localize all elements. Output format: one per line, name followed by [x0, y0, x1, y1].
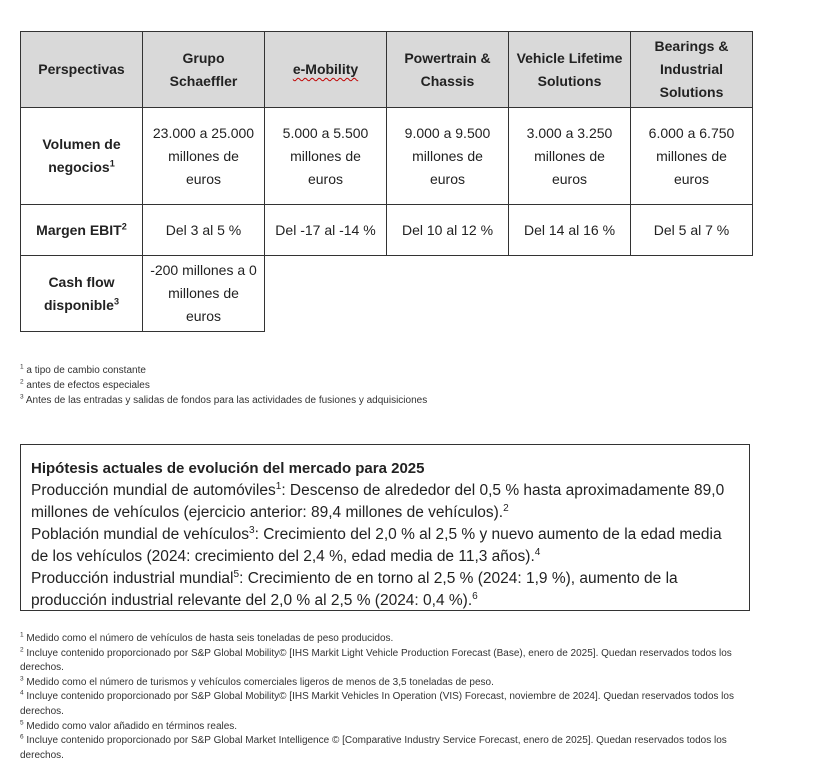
market-assumptions-box	[20, 444, 750, 611]
footnote: $^3$ Medido como el número de turismos y vehículos comerciales ligeros de menos de 3,5 toneladas de peso.	[20, 675, 494, 688]
table-footnote: $^2$ antes de efectos especiales	[20, 378, 150, 391]
cell-margen-vehicle-lifetime: Del 14 al 16 %	[509, 205, 631, 256]
row-label-margen: Margen EBIT$^2$	[21, 205, 143, 256]
table-row-margen	[21, 205, 753, 256]
header-vehicle-lifetime-solutions: Vehicle Lifetime Solutions	[509, 32, 631, 108]
row-label-cashflow: Cash flow disponible$^3$	[21, 256, 143, 332]
table-footnote: $^1$ a tipo de cambio constante	[20, 363, 146, 376]
cell-margen-emobility: Del -17 al -14 %	[265, 205, 387, 256]
cell-cashflow-grupo: -200 millones a 0 millones de euros	[143, 256, 265, 332]
table-row-cashflow	[21, 256, 753, 332]
header-e-mobility: e-Mobility	[265, 32, 387, 108]
footnote: $^5$ Medido como valor añadido en términos reales.	[20, 719, 238, 732]
row-label-volumen: Volumen de negocios$^1$	[21, 108, 143, 205]
table-row-volumen	[21, 108, 753, 205]
assumption-item: Producción mundial de automóviles$^1$: Descenso de alrededor del 0,5 % hasta aproximadamente 89,0 millones de vehículos (ejercicio anterior: 89,4 millones de vehículos).$^2$	[31, 480, 725, 521]
outlook-table	[20, 31, 753, 332]
assumption-item: Población mundial de vehículos$^3$: Crecimiento del 2,0 % al 2,5 % y nuevo aumento de la edad media de los vehículos (2024: crecimiento del 2,4 %, edad media de 11,3 años).$^4$	[31, 524, 722, 565]
assumption-item: Producción industrial mundial$^5$: Crecimiento de en torno al 2,5 % (2024: 1,9 %), aumento de la producción industrial relevante del 2,0 % al 2,5 % (2024: 0,4 %).$^6$	[31, 568, 678, 609]
footnote: $^4$ Incluye contenido proporcionado por S&P Global Mobility© [IHS Markit Vehicles In Operation (VIS) Forecast, noviembre de 2024]. Quedan reservados todos los derechos.	[20, 690, 734, 717]
table-footnotes	[20, 363, 427, 408]
header-grupo-schaeffler: Grupo Schaeffler	[143, 32, 265, 108]
cell-volumen-vehicle-lifetime: 3.000 a 3.250 millones de euros	[509, 108, 631, 205]
cell-volumen-bearings: 6.000 a 6.750 millones de euros	[631, 108, 753, 205]
cell-volumen-grupo: 23.000 a 25.000 millones de euros	[143, 108, 265, 205]
footnote: $^1$ Medido como el número de vehículos de hasta seis toneladas de peso producidos.	[20, 631, 394, 644]
assumptions-title: Hipótesis actuales de evolución del mercado para 2025	[31, 460, 425, 477]
footnote: $^6$ Incluye contenido proporcionado por S&P Global Market Intelligence © [Comparative Industry Service Forecast, enero de 2025]. Quedan reservados todos los derechos.	[20, 733, 727, 761]
header-powertrain-chassis: Powertrain & Chassis	[387, 32, 509, 108]
cell-volumen-powertrain: 9.000 a 9.500 millones de euros	[387, 108, 509, 205]
cell-margen-powertrain: Del 10 al 12 %	[387, 205, 509, 256]
header-bearings-industrial-solutions: Bearings & Industrial Solutions	[631, 32, 753, 108]
footnote: $^2$ Incluye contenido proporcionado por S&P Global Mobility© [IHS Markit Light Vehicle Production Forecast (Base), enero de 2025]. Quedan reservados todos los derechos.	[20, 646, 732, 674]
cell-margen-bearings: Del 5 al 7 %	[631, 205, 753, 256]
header-perspectivas: Perspectivas	[21, 32, 143, 108]
table-footnote: $^3$ Antes de las entradas y salidas de fondos para las actividades de fusiones y adquisiciones	[20, 393, 428, 406]
table-header-row	[21, 32, 753, 108]
cell-margen-grupo: Del 3 al 5 %	[143, 205, 265, 256]
assumptions-footnotes	[20, 632, 760, 763]
cell-volumen-emobility: 5.000 a 5.500 millones de euros	[265, 108, 387, 205]
